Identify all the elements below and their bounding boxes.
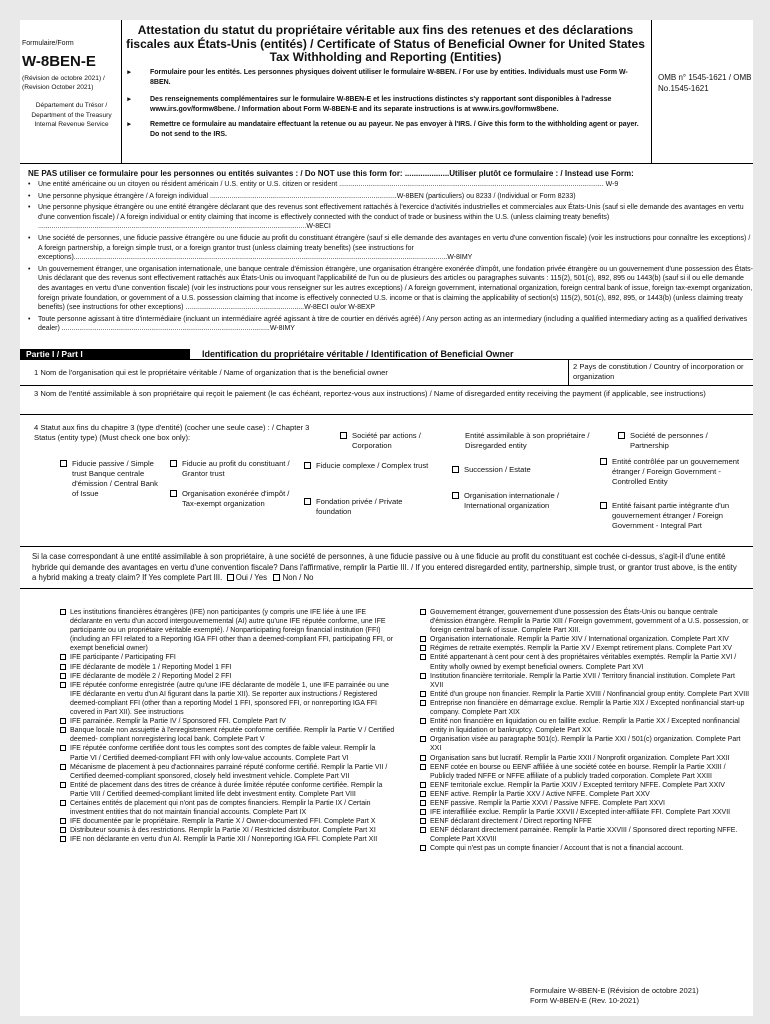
checkbox-box[interactable] — [60, 827, 66, 833]
part-title: Identification du propriétaire véritable / Identification of Beneficial Owner — [202, 349, 514, 359]
form-id-block — [20, 20, 122, 164]
checkbox-box[interactable] — [60, 609, 66, 615]
chapter4-option[interactable]: IFE réputée conforme enregistrée (autre qu'une IFE déclarante de modèle 1, une IFE parrainée ou une IFE déclarante en vertu d'un AI figurant dans la partie XII). Se reporter aux instructions / Registered deemed-compliant FFI (other than a reporting Model 1 FFI, sponsored FFI, or nonreporting IGA FFI covered in Part XII). See instructions — [60, 681, 395, 717]
chapter4-option[interactable]: IFE interaffiliée exclue. Remplir la Partie XXVII / Excepted inter-affiliate FFI. Complete Part XXVII — [420, 808, 750, 817]
checkbox-box[interactable] — [60, 782, 66, 788]
checkbox-box[interactable] — [304, 498, 311, 505]
checkbox-no[interactable] — [273, 574, 280, 581]
line-4-chapter3-status — [20, 415, 753, 547]
form-number: W-8BEN-E — [22, 53, 96, 70]
checkbox-box[interactable] — [452, 466, 459, 473]
chapter4-status-left-column — [60, 608, 395, 844]
checkbox-box[interactable] — [60, 673, 66, 679]
checkbox-box[interactable] — [600, 502, 607, 509]
form-page — [20, 20, 753, 1016]
checkbox-box[interactable] — [60, 718, 66, 724]
footer-line: Form W-8BEN-E (Rev. 10-2021) — [530, 996, 640, 1005]
checkbox-box[interactable] — [304, 462, 311, 469]
checkbox-simple-trust[interactable]: Fiducie passive / Simple trust Banque centrale d'émission / Central Bank of Issue — [60, 459, 158, 499]
chapter4-option[interactable]: Certaines entités de placement qui n'ont pas de comptes financiers. Remplir la Partie IX / Certain investment entities that do not maintain financial accounts. Complete Part IX — [60, 799, 395, 817]
chapter4-option[interactable]: Régimes de retraite exemptés. Remplir la Partie XV / Exempt retirement plans. Complete Part XV — [420, 644, 750, 653]
chapter4-option[interactable]: IFE documentée par le propriétaire. Remplir la Partie X / Owner-documented FFI. Complete Part X — [60, 817, 395, 826]
header-bullet: ► Formulaire pour les entités. Les personnes physiques doivent utiliser le formulaire W-8BEN. / For use by entities. Individuals must use Form W-8BEN. — [126, 69, 628, 86]
chapter4-option[interactable]: IFE participante / Participating FFI — [60, 653, 395, 662]
checkbox-box[interactable] — [60, 654, 66, 660]
checkbox-govt-controlled[interactable]: Entité contrôlée par un gouvernement étranger / Foreign Government - Controlled Entity — [600, 457, 750, 487]
chapter4-option[interactable]: Organisation sans but lucratif. Remplir la Partie XXII / Nonprofit organization. Complete Part XXII — [420, 754, 750, 763]
checkbox-box[interactable] — [420, 691, 426, 697]
arrow-icon: ► — [126, 121, 133, 128]
form-title: Attestation du statut du propriétaire véritable aux fins des retenues et des déclarations fiscales aux États-Unis (entités) / Certificate of Status of Beneficial Owner for United States Tax Withholding and Reporting (Entities) — [126, 23, 645, 64]
line-1-label: 1 Nom de l'organisation qui est le propriétaire véritable / Name of organization that is the beneficial owner — [34, 368, 388, 377]
checkbox-yes[interactable] — [227, 574, 234, 581]
line-3-disregarded-entity[interactable] — [20, 386, 753, 415]
arrow-icon: ► — [126, 96, 133, 103]
header-bullet: ► Remettre ce formulaire au mandataire effectuant la retenue ou au payeur. Ne pas envoyer à l'IRS. / Give this form to the withholding agent or payer. Do not send to the IRS. — [126, 121, 639, 138]
arrow-icon: ► — [126, 69, 133, 76]
list-item: • Toute personne agissant à titre d'intermédiaire (incluant un intermédiaire agréé agissant à titre de courtier en dérivés agréé) / Any person acting as an intermediary (including a qualified intermediary acting as a qualified derivatives dealer) ...........................................................................................................W-8IMY — [28, 315, 753, 334]
checkbox-estate[interactable]: Succession / Estate — [452, 465, 582, 475]
chapter4-option[interactable]: Distributeur soumis à des restrictions. Remplir la Partie XI / Restricted distributor. Complete Part XI — [60, 826, 395, 835]
chapter4-option[interactable]: Les institutions financières étrangères (IFE) non participantes (y compris une IFE liée à une IFE déclarante en vertu d'un accord intergouvernemental (AI) autre qu'une IFE réputée conforme, une IFE participante ou un propriétaire véritable exempté). / Nonparticipating foreign financial institution (FFI) (including an FFI related to a Reporting IGA FFI other than a deemed-compliant FFI, participating FFI, or exempt beneficial owner) — [60, 608, 395, 653]
form-label: Formulaire/Form — [22, 40, 74, 47]
chapter4-option[interactable]: EENF cotée en bourse ou EENF affiliée à une société cotée en bourse. Remplir la Partie XXIII / Publicly traded NFFE or NFFE affiliate of a publicly traded corporation. Complete Part XXIII — [420, 763, 750, 781]
chapter4-option[interactable]: Banque locale non assujettie à l'enregistrement réputée conforme certifiée. Remplir la Partie V / Certified deemed- compliant nonregistering local bank. Complete Part V — [60, 726, 395, 744]
line-2-country[interactable] — [568, 360, 753, 386]
checkbox-box[interactable] — [420, 636, 426, 642]
checkbox-box[interactable] — [60, 460, 67, 467]
omb-number: OMB n° 1545-1621 / OMB No.1545-1621 — [658, 73, 752, 93]
footer-line: Formulaire W-8BEN-E (Révision de octobre 2021) — [530, 986, 699, 995]
checkbox-box[interactable] — [60, 727, 66, 733]
checkbox-box[interactable] — [60, 745, 66, 751]
checkbox-box[interactable] — [420, 673, 426, 679]
list-item: • Un gouvernement étranger, une organisation internationale, une banque centrale d'émission étrangère, une organisation étrangère exonérée d'impôt, une fondation privée étrangère ou un gouvernement d'une possession des États-Unis déclarant que des revenus sont effectivement rattachés aux États-Unis ou invoquant l'applicabilité de l'un ou de plusieurs des articles ou paragraphes suivants : 115(2), 501(c), 892, 895 ou 1443(b) (sauf si il ou elle demande des avantages en vertu d'une convention fiscale) (voir les instructions pour vous renseigner sur les autres exceptions) / A foreign government, international organization, foreign central bank of issue, foreign tax-exempt organization, foreign private foundation, or government of a U.S. possession claiming that income is effectively connected U.S. income or that is claiming the applicability of section(s) 115(2), 501(c), 892, 895, or 1443(b) (unless claiming treaty benefits) (see instructions for other exceptions) .............................................................W-8ECI ou/or W-8EXP — [28, 265, 753, 313]
do-not-use-list — [28, 180, 753, 336]
checkbox-box[interactable] — [340, 432, 347, 439]
hybrid-question-text: Si la case correspondant à une entité assimilable à son propriétaire, à une société de personnes, à une fiducie passive ou à une fiducie au profit du constituant est cochée ci-dessus, s'agit-il d'une entité hybride qui demande des avantages en vertu d'une convention fiscale? Dans l'affirmative, remplir la Partie III. / If you entered disregarded entity, partnership, simple trust, or grantor trust above, is the entity a hybrid making a treaty claim? If Yes complete Part III. — [32, 552, 737, 583]
checkbox-box[interactable] — [420, 800, 426, 806]
part-label: Partie I / Part I — [20, 349, 190, 360]
checkbox-box[interactable] — [420, 791, 426, 797]
title-block — [122, 20, 652, 164]
chapter4-option[interactable]: EENF déclarant directement parrainée. Remplir la Partie XXVIII / Sponsored direct reporting NFFE. Complete Part XXVIII — [420, 826, 750, 844]
line-4-label: 4 Statut aux fins du chapitre 3 (type d'entité) (cocher une seule case) : / Chapter 3 Status (entity type) (Must check one box only): — [34, 423, 310, 442]
checkbox-box[interactable] — [420, 736, 426, 742]
yes-label: Oui / Yes — [235, 573, 267, 583]
chapter4-option[interactable]: EENF passive. Remplir la Partie XXVI / Passive NFFE. Complete Part XXVI — [420, 799, 750, 808]
checkbox-box[interactable] — [420, 782, 426, 788]
hybrid-entity-question — [20, 552, 753, 584]
chapter4-status-right-column — [420, 608, 750, 854]
chapter4-option[interactable]: IFE non déclarante en vertu d'un AI. Remplir la Partie XII / Nonreporting IGA FFI. Complete Part XII — [60, 835, 395, 844]
checkbox-complex-trust[interactable]: Fiducie complexe / Complex trust — [304, 461, 434, 471]
part-1-header — [20, 349, 753, 360]
form-footer — [530, 986, 699, 1006]
line-2-label: 2 Pays de constitution / Country of incorporation or organization — [573, 362, 744, 381]
checkbox-box[interactable] — [420, 827, 426, 833]
checkbox-box[interactable] — [60, 800, 66, 806]
department-name: Département du Trésor / Department of the Treasury Internal Revenue Service — [31, 102, 112, 128]
checkbox-box[interactable] — [420, 845, 426, 851]
checkbox-box[interactable] — [170, 460, 177, 467]
checkbox-box[interactable] — [60, 682, 66, 688]
checkbox-box[interactable] — [420, 700, 426, 706]
checkbox-box[interactable] — [618, 432, 625, 439]
checkbox-corporation[interactable]: Société par actions / Corporation — [340, 431, 460, 451]
line-3-label: 3 Nom de l'entité assimilable à son propriétaire qui reçoit le paiement (le cas échéant, reportez-vous aux instructions) / Name of disregarded entity receiving the payment (if applicable, see instructions) — [34, 389, 706, 398]
chapter4-option[interactable]: Entité d'un groupe non financier. Remplir la Partie XVIII / Nonfinancial group entity. Complete Part XVIII — [420, 690, 750, 699]
chapter4-option[interactable]: Entité appartenant à cent pour cent à des propriétaires véritables exemptés. Remplir la Partie XVI / Entity wholly owned by exempt beneficial owners. Complete Part XVI — [420, 653, 750, 671]
chapter4-option[interactable]: Compte qui n'est pas un compte financier / Account that is not a financial account. — [420, 844, 750, 853]
chapter4-option[interactable]: Mécanisme de placement à peu d'actionnaires parrainé réputé conforme certifié. Remplir la Partie VII / Certified deemed-compliant sponsored, closely held investment vehicle. Complete Part VII — [60, 763, 395, 781]
checkbox-box[interactable] — [420, 809, 426, 815]
checkbox-box[interactable] — [420, 755, 426, 761]
checkbox-tax-exempt[interactable]: Organisation exonérée d'impôt / Tax-exempt organization — [170, 489, 295, 509]
checkbox-partnership[interactable]: Société de personnes / Partnership — [618, 431, 748, 451]
checkbox-box[interactable] — [420, 764, 426, 770]
checkbox-box[interactable] — [420, 645, 426, 651]
chapter4-option[interactable]: Entité non financière en liquidation ou en faillite exclue. Remplir la Partie XX / Excepted nonfinancial entity in liquidation or bankruptcy. Complete Part XX — [420, 717, 750, 735]
checkbox-private-foundation[interactable]: Fondation privée / Private foundation — [304, 497, 434, 517]
checkbox-box[interactable] — [60, 664, 66, 670]
chapter4-option[interactable]: Entreprise non financière en démarrage exclue. Remplir la Partie XIX / Excepted nonfinancial start-up company. Complete Part XIX — [420, 699, 750, 717]
chapter4-option[interactable]: Organisation visée au paragraphe 501(c). Remplir la Partie XXI / 501(c) organization. Complete Part XXI — [420, 735, 750, 753]
checkbox-box[interactable] — [420, 818, 426, 824]
checkbox-international-org[interactable]: Organisation internationale / International organization — [452, 491, 582, 511]
checkbox-box[interactable] — [452, 492, 459, 499]
checkbox-box[interactable] — [420, 718, 426, 724]
checkbox-govt-integral-part[interactable]: Entité faisant partie intégrante d'un gouvernement étranger / Foreign Government - Integral Part — [600, 501, 750, 531]
checkbox-box[interactable] — [600, 458, 607, 465]
checkbox-box[interactable] — [170, 490, 177, 497]
chapter4-option[interactable]: IFE réputée conforme certifiée dont tous les comptes sont des comptes de faible valeur. Remplir la Partie VI / Certified deemed-compliant FFI with only low-value accounts. Complete Part VI — [60, 744, 395, 762]
chapter4-option[interactable]: EENF active. Remplir la Partie XXV / Active NFFE. Complete Part XXV — [420, 790, 750, 799]
chapter4-option[interactable]: Institution financière territoriale. Remplir la Partie XVII / Territory financial institution. Complete Part XVII — [420, 672, 750, 690]
checkbox-box[interactable] — [60, 836, 66, 842]
list-item: • Une personne physique étrangère ou une entité étrangère déclarant que des revenus sont effectivement rattachés à l'exercice d'activités industrielles et commerciales aux États-Unis (sauf si elle demande des avantages en vertu d'une convention fiscale) / A foreign individual or entity claiming that income is effectively connected with the conduct of trade or business within the U.S. (unless claiming treaty benefits) ..........................................................................................................................................W-8ECI — [28, 203, 753, 232]
no-label: Non / No — [282, 573, 314, 583]
checkbox-box[interactable] — [60, 764, 66, 770]
chapter4-option[interactable]: IFE déclarante de modèle 1 / Reporting Model 1 FFI — [60, 663, 395, 672]
list-item: • Une société de personnes, une fiducie passive étrangère ou une fiducie au profit du constituant étrangère (sauf si elle demande des avantages en vertu d'une convention fiscale) (voir les instructions pour connaître les exceptions) / A foreign partnership, a foreign simple trust, or a foreign grantor trust (unless claiming treaty benefits) (see instructions for exceptions)................................................................................................................................................................................................W-8IMY — [28, 234, 753, 263]
chapter4-option[interactable]: Entité de placement dans des titres de créance à durée limitée réputée conforme certifiée. Remplir la Partie VIII / Certified deemed-compliant limited life debt investment entity. Complete Part VIII — [60, 781, 395, 799]
label-disregarded-entity: Entité assimilable à son propriétaire / Disregarded entity — [465, 431, 590, 450]
chapter4-option[interactable]: IFE déclarante de modèle 2 / Reporting Model 2 FFI — [60, 672, 395, 681]
checkbox-box[interactable] — [420, 654, 426, 660]
checkbox-box[interactable] — [420, 609, 426, 615]
chapter4-option[interactable]: EENF déclarant directement / Direct reporting NFFE — [420, 817, 750, 826]
divider — [20, 588, 753, 589]
chapter4-option[interactable]: IFE parrainée. Remplir la Partie IV / Sponsored FFI. Complete Part IV — [60, 717, 395, 726]
chapter4-option[interactable]: EENF territoriale exclue. Remplir la Partie XXIV / Excepted territory NFFE. Complete Part XXIV — [420, 781, 750, 790]
list-item: • Une entité américaine ou un citoyen ou résident américain / U.S. entity or U.S. citizen or resident ........................................................................................................................................ W-9 — [28, 180, 753, 190]
form-header — [20, 20, 753, 164]
header-bullet: ► Des renseignements complémentaires sur le formulaire W-8BEN-E et les instructions distinctes s'y rapportant sont disponibles à l'adresse www.irs.gov/formw8bene. / Information about Form W-8BEN-E and its separate instructions is at www.irs.gov/formw8bene. — [126, 96, 612, 113]
revision-date: (Révision de octobre 2021) / (Revision October 2021) — [22, 75, 105, 91]
do-not-use-heading: NE PAS utiliser ce formulaire pour les personnes ou entités suivantes : / Do NOT use this form for: ....................Utiliser plutôt ce formulaire : / Instead use Form: — [28, 169, 634, 178]
checkbox-grantor-trust[interactable]: Fiducie au profit du constituant / Grantor trust — [170, 459, 295, 479]
chapter4-option[interactable]: Gouvernement étranger, gouvernement d'une possession des États-Unis ou banque centrale d'émission étrangère. Remplir la Partie XIII / Foreign government, government of a U.S. possession, or foreign central bank of issue. Complete Part XIII. — [420, 608, 750, 635]
list-item: • Une personne physique étrangère / A foreign individual ................................................................................................W-8BEN (particuliers) ou 8233 / (Individual or Form 8233) — [28, 192, 753, 202]
chapter4-option[interactable]: Organisation internationale. Remplir la Partie XIV / International organization. Complete Part XIV — [420, 635, 750, 644]
checkbox-box[interactable] — [60, 818, 66, 824]
